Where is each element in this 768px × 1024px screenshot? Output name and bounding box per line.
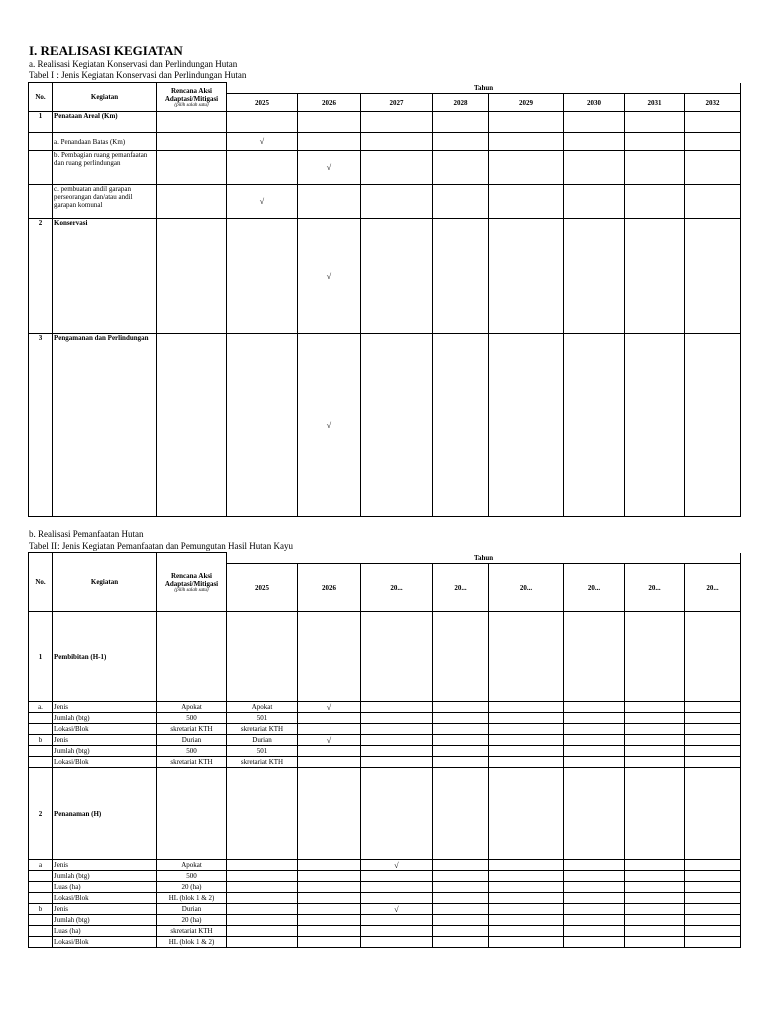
table-row [29,882,741,893]
table1-caption: Tabel I : Jenis Kegiatan Konservasi dan Perlindungan Hutan [29,70,247,80]
year-header: 20... [489,564,564,612]
row-label: Jumlah (btg) [53,915,157,926]
table-row [29,151,741,185]
col-no-header: No. [29,553,53,612]
row-number: 1 [29,612,53,702]
year-header: 20... [625,564,685,612]
cell: skretariat KTH [157,724,227,735]
table-row [29,185,741,219]
page-title: I. REALISASI KEGIATAN [29,43,183,58]
row-label: a. Penandaan Batas (Km) [53,133,157,151]
year-header: 2029 [489,94,564,112]
cell: HL (blok 1 & 2) [157,893,227,904]
row-number: b [29,735,53,746]
cell: skretariat KTH [157,926,227,937]
col-tahun-header: Tahun [227,83,741,94]
table-row [29,713,741,724]
year-header: 2025 [227,564,298,612]
row-label: c. pembuatan andil garapan perseorangan dan/atau andil garapan komunal [53,185,157,219]
row-label: Lokasi/Blok [53,757,157,768]
check-mark: √ [361,860,433,871]
year-header: 2030 [564,94,625,112]
check-mark: √ [298,151,361,185]
table-row [29,768,741,860]
check-mark: √ [298,735,361,746]
section-a-heading: a. Realisasi Kegiatan Konservasi dan Perlindungan Hutan [29,59,238,69]
table-row [29,334,741,517]
year-header: 20... [433,564,489,612]
col-no-header: No. [29,83,53,112]
year-header: 20... [685,564,741,612]
cell: Apokat [157,860,227,871]
row-number: a. [29,702,53,713]
table-row [29,735,741,746]
table-row [29,133,741,151]
row-label: Lokasi/Blok [53,937,157,948]
col-kegiatan-header: Kegiatan [53,553,157,612]
table-row [29,612,741,702]
year-header: 2028 [433,94,489,112]
table-row [29,871,741,882]
table-row [29,937,741,948]
table-row [29,926,741,937]
cell: 500 [157,871,227,882]
row-label: Penanaman (H) [53,768,157,860]
row-label: Pembibitan (H-1) [53,612,157,702]
row-label: Jumlah (btg) [53,871,157,882]
year-header: 2026 [298,94,361,112]
check-mark: √ [227,185,298,219]
check-mark: √ [361,904,433,915]
table-row [29,219,741,334]
row-number: a [29,860,53,871]
section-b-heading: b. Realisasi Pemanfaatan Hutan [29,529,144,539]
table-row [29,860,741,871]
cell: 20 (ha) [157,915,227,926]
cell: Apokat [157,702,227,713]
row-label: Luas (ha) [53,882,157,893]
table-row [29,702,741,713]
row-label: Pengamanan dan Perlindungan [53,334,157,517]
year-header: 2026 [298,564,361,612]
table2-caption: Tabel II: Jenis Kegiatan Pemanfaatan dan Pemungutan Hasil Hutan Kayu [29,541,294,551]
check-mark: √ [298,219,361,334]
row-label: Luas (ha) [53,926,157,937]
year-header: 2032 [685,94,741,112]
check-mark: √ [227,133,298,151]
row-label: Jenis [53,735,157,746]
check-mark: √ [298,334,361,517]
cell: skretariat KTH [227,757,298,768]
table-row [29,904,741,915]
row-number: 2 [29,768,53,860]
row-label: Lokasi/Blok [53,724,157,735]
row-label: Penataan Areal (Km) [53,112,157,133]
cell: Durian [157,735,227,746]
col-kegiatan-header: Kegiatan [53,83,157,112]
table-konservasi [28,82,741,517]
table-row [29,112,741,133]
row-label: Jenis [53,904,157,915]
cell: Apokat [227,702,298,713]
year-header: 20... [564,564,625,612]
row-label: Lokasi/Blok [53,893,157,904]
year-header: 2025 [227,94,298,112]
col-tahun-header: Tahun [227,553,741,564]
table-row [29,724,741,735]
row-number: 3 [29,334,53,517]
year-header: 2031 [625,94,685,112]
cell: HL (blok 1 & 2) [157,937,227,948]
table-row [29,915,741,926]
row-number: 2 [29,219,53,334]
cell: 500 [157,746,227,757]
row-label: Konservasi [53,219,157,334]
col-rencana-header: Rencana Aksi Adaptasi/Mitigasi (pilih salah satu) [157,553,227,612]
row-label: Jumlah (btg) [53,746,157,757]
cell: Durian [157,904,227,915]
year-header: 20... [361,564,433,612]
row-number: b [29,904,53,915]
row-label: Jumlah (btg) [53,713,157,724]
row-label: Jenis [53,860,157,871]
check-mark: √ [298,702,361,713]
row-label: b. Pembagian ruang pemanfaatan dan ruang perlindungan [53,151,157,185]
cell: Durian [227,735,298,746]
cell: 500 [157,713,227,724]
row-label: Jenis [53,702,157,713]
cell: skretariat KTH [227,724,298,735]
cell: 20 (ha) [157,882,227,893]
row-number: 1 [29,112,53,133]
table-row [29,746,741,757]
cell: 501 [227,746,298,757]
table-pemanfaatan [28,552,741,948]
table-row [29,757,741,768]
table-row [29,893,741,904]
cell: 501 [227,713,298,724]
year-header: 2027 [361,94,433,112]
col-rencana-header: Rencana Aksi Adaptasi/Mitigasi (pilih salah satu) [157,83,227,112]
cell: skretariat KTH [157,757,227,768]
